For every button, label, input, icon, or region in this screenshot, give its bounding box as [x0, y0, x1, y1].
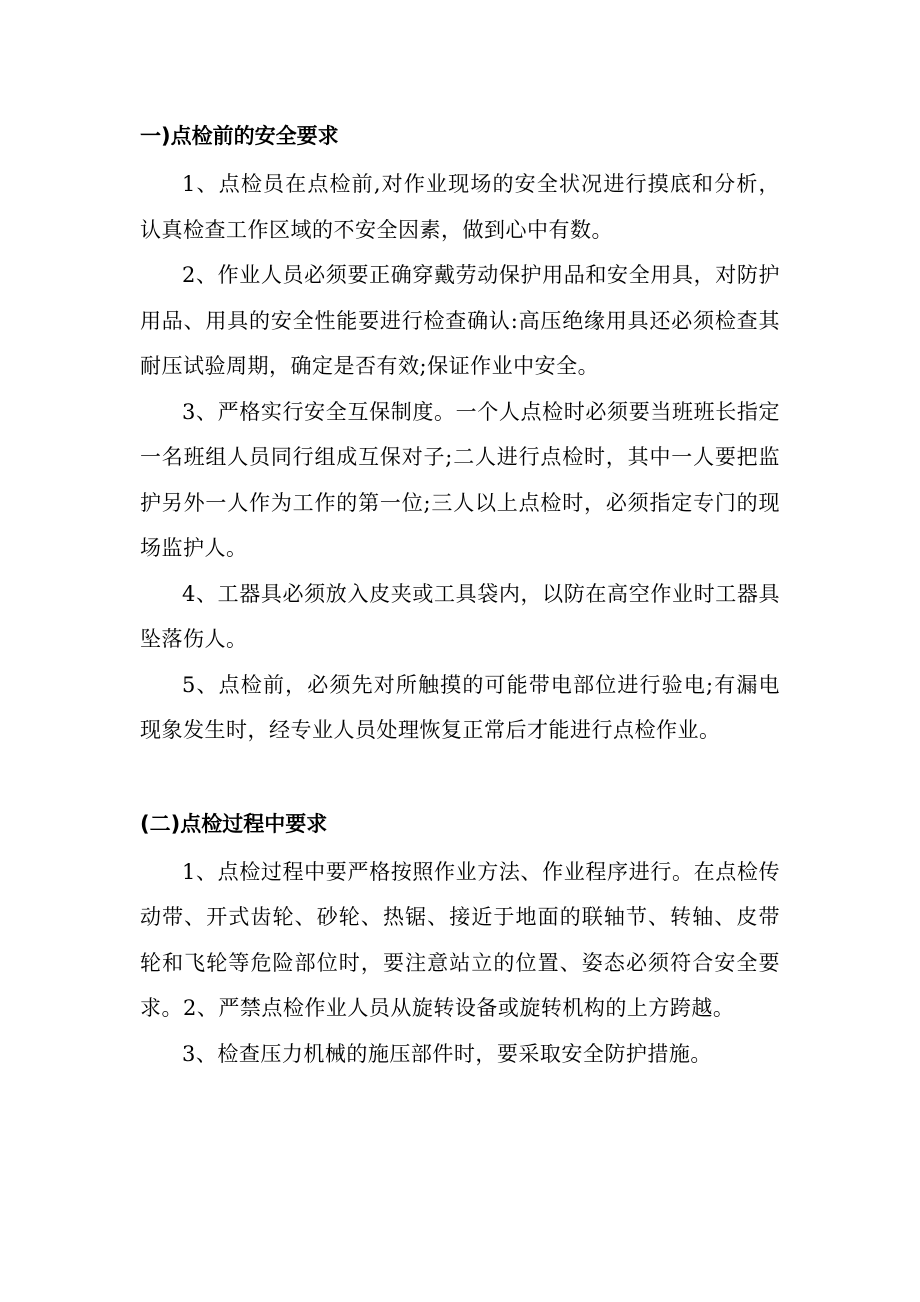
document-page: [140, 116, 780, 1077]
paragraph-7: 3、检查压力机械的施压部件时，要采取安全防护措施。: [182, 1041, 712, 1066]
paragraph-2: 2、作业人员必须要正确穿戴劳动保护用品和安全用具，对防护用品、用具的安全性能要进行检查确认:高压绝缘用具还必须检查其耐压试验周期，确定是否有效;保证作业中安全。: [140, 263, 780, 378]
paragraph-1: 1、点检员在点检前,对作业现场的安全状况进行摸底和分析，认真检查工作区域的不安全因素，做到心中有数。: [140, 172, 780, 242]
section-gap: [140, 754, 780, 804]
section-heading-pre-inspection: 一)点检前的安全要求: [140, 124, 339, 148]
section-heading-during-inspection: (二)点检过程中要求: [140, 811, 328, 836]
paragraph-3: 3、严格实行安全互保制度。一个人点检时必须要当班班长指定一名班组人员同行组成互保对子;二人进行点检时，其中一人要把监护另外一人作为工作的第一位;三人以上点检时，必须指定专门的现场监护人。: [140, 399, 780, 560]
paragraph-5: 5、点检前，必须先对所触摸的可能带电部位进行验电;有漏电现象发生时，经专业人员处理恢复正常后才能进行点检作业。: [140, 672, 780, 742]
paragraph-4: 4、工器具必须放入皮夹或工具袋内，以防在高空作业时工器具坠落伤人。: [140, 581, 780, 651]
paragraph-6: 1、点检过程中要严格按照作业方法、作业程序进行。在点检传动带、开式齿轮、砂轮、热锯、接近于地面的联轴节、转轴、皮带轮和飞轮等危险部位时，要注意站立的位置、姿态必须符合安全要求。2、严禁点检作业人员从旋转设备或旋转机构的上方跨越。: [140, 859, 780, 1020]
